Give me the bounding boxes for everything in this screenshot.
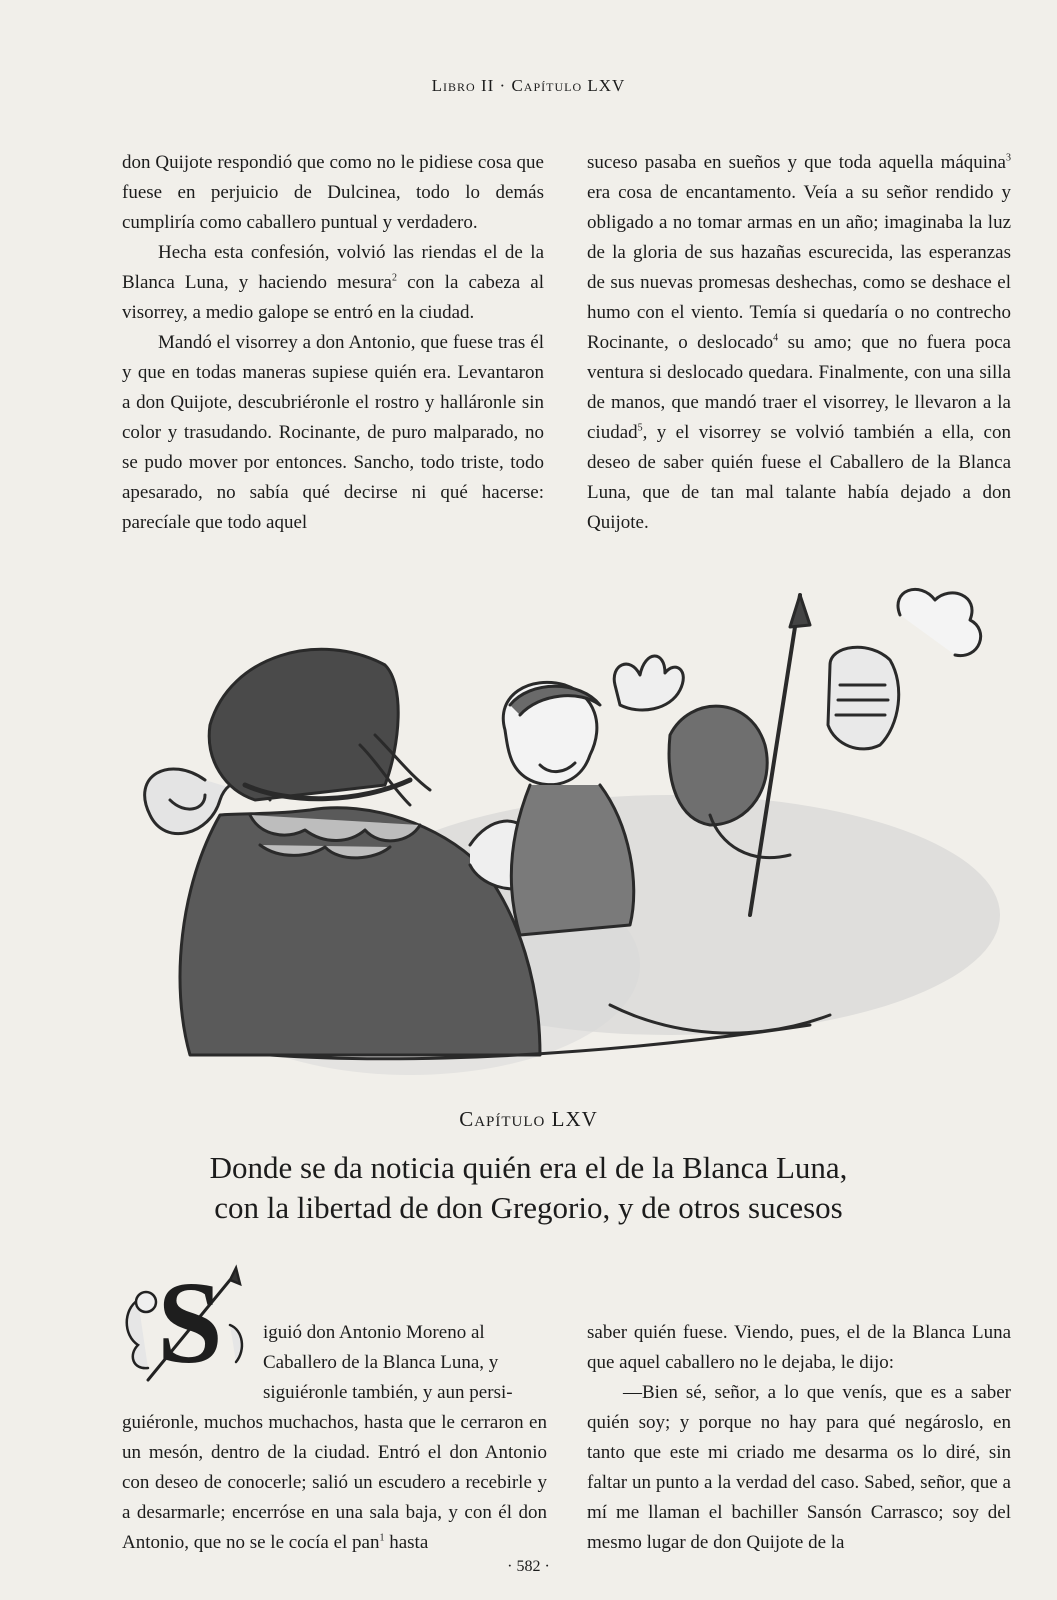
text-column-top-left <box>122 148 544 538</box>
text-line: siguiéronle también, y aun persi- <box>263 1382 513 1403</box>
paragraph-text: con la cabeza al visorrey, a medio galope se entró en la ciudad. <box>122 272 544 323</box>
paragraph-text: Hecha esta confesión, volvió las riendas el de la Blanca Luna, y haciendo mesura <box>122 242 544 293</box>
paragraph-text: suceso pasaba en sueños y que toda aquella máquina <box>587 152 1006 173</box>
footnote-marker: 5 <box>637 422 643 434</box>
drop-cap-letter: S <box>157 1257 223 1388</box>
text-column-bottom-right <box>587 1318 1011 1558</box>
paragraph-text: hasta <box>384 1532 429 1553</box>
footnote-marker: 4 <box>773 332 779 344</box>
paragraph-text: su amo; que no fuera poca ventura si deslocado quedara. Finalmente, con una silla de manos, que mandó traer el visorrey, le llevaron a la ciudad <box>587 332 1011 443</box>
paragraph <box>122 1408 547 1558</box>
paragraph: —Bien sé, señor, a lo que venís, que es a saber quién soy; y porque no hay para qué negároslo, en tanto que este mi criado me desarma os lo diré, sin faltar un punto a la verdad del caso. Sabed, señor, que a mí me llaman el bachiller Sansón Carrasco; soy del mesmo lugar de don Quijote de la <box>587 1382 1011 1553</box>
paragraph: saber quién fuese. Viendo, pues, el de la Blanca Luna que aquel caballero no le dejaba, le dijo: <box>587 1322 1011 1373</box>
chapter-title-line: con la libertad de don Gregorio, y de otros sucesos <box>214 1190 843 1225</box>
paragraph-text: era cosa de encantamento. Veía a su señor rendido y obligado a no tomar armas en un año; imaginaba la luz de la gloria de sus hazañas escurecida, las esperanzas de sus nuevas promesas deshechas, como se deshace el humo con el viento. Temía si quedaría o no contrecho Rocinante, o deslocado <box>587 182 1011 353</box>
chapter-title-line: Donde se da noticia quién era el de la Blanca Luna, <box>209 1150 848 1185</box>
page-number: · 582 · <box>507 1558 550 1575</box>
paragraph-text: , y el visorrey se volvió también a ella, con deseo de saber quién fuese el Caballero de la Blanca Luna, que de tan mal talante había dejado a don Quijote. <box>587 422 1011 533</box>
chapter-illustration <box>110 585 1040 1085</box>
paragraph-text: guiéronle, muchos muchachos, hasta que le cerraron en un mesón, dentro de la ciudad. Entró el don Antonio con deseo de conocerle; salió un escudero a recebirle y a desarmarle; encerróse en una sala baja, y con él don Antonio, que no se le cocía el pan <box>122 1412 547 1553</box>
running-head: Libro II · Capítulo LXV <box>431 76 626 95</box>
text-line: Caballero de la Blanca Luna, y <box>263 1352 499 1373</box>
paragraph <box>587 148 1011 538</box>
footnote-marker: 1 <box>379 1532 385 1544</box>
text-column-top-right <box>587 148 1011 538</box>
footnote-marker: 3 <box>1006 152 1011 164</box>
paragraph: Mandó el visorrey a don Antonio, que fuese tras él y que en todas maneras supiese quién era. Levantaron a don Quijote, descubriéronle el rostro y halláronle sin color y trasudando. Rocinante, de puro malparado, no se pudo mover por entonces. Sancho, todo triste, todo apesarado, no sabía qué decirse ni qué hacerse: parecíale que todo aquel <box>122 332 544 533</box>
paragraph <box>122 238 544 328</box>
footnote-marker: 2 <box>391 272 397 284</box>
text-column-bottom-left <box>122 1318 547 1558</box>
drop-cap-lines <box>263 1318 547 1408</box>
chapter-title <box>0 1148 1057 1228</box>
paragraph: don Quijote respondió que como no le pidiese cosa que fuese en perjuicio de Dulcinea, todo lo demás cumpliría como caballero puntual y verdadero. <box>122 152 544 233</box>
text-line: iguió don Antonio Moreno al <box>263 1322 485 1343</box>
chapter-number: Capítulo LXV <box>459 1107 598 1131</box>
